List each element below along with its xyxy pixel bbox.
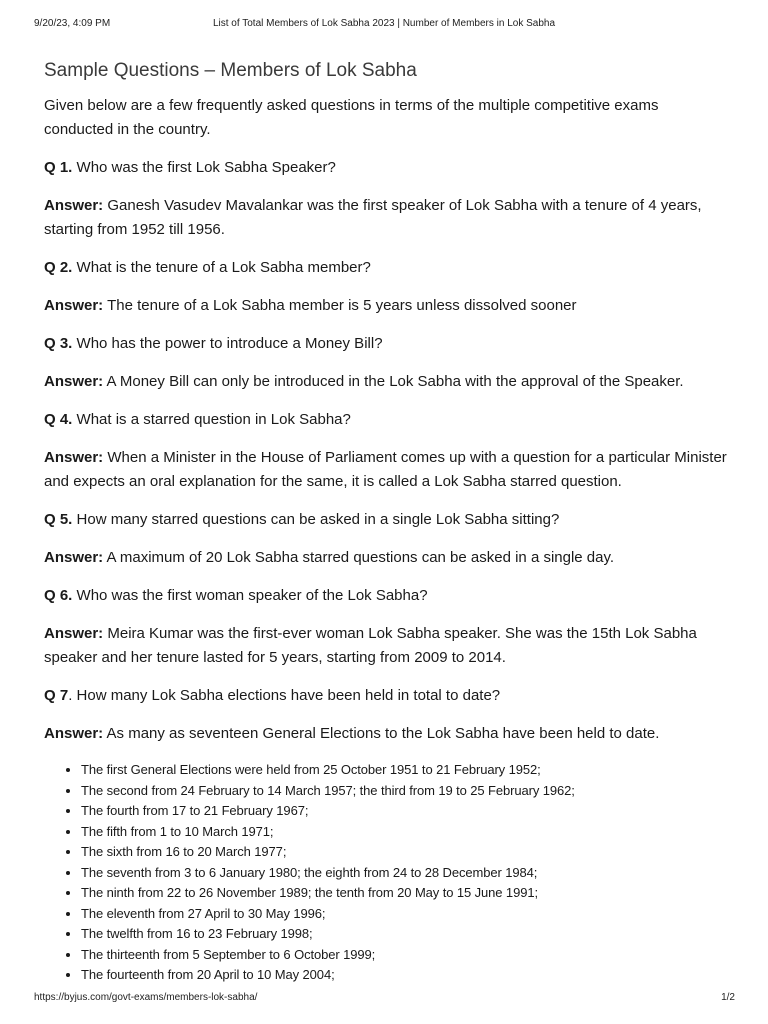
answer-text: When a Minister in the House of Parliament comes up with a question for a particular Minister and expects an oral explanation for the same, it is called a Lok Sabha starred question. bbox=[44, 449, 727, 490]
answer-label: Answer: bbox=[44, 549, 104, 566]
elections-list bbox=[44, 760, 728, 986]
list-item: • The fourth from 17 to 21 February 1967; bbox=[81, 801, 728, 822]
answer-2 bbox=[44, 294, 728, 318]
question-6 bbox=[44, 584, 728, 608]
list-item: • The thirteenth from 5 September to 6 October 1999; bbox=[81, 945, 728, 966]
print-datetime: 9/20/23, 4:09 PM bbox=[34, 18, 111, 29]
answer-text: A maximum of 20 Lok Sabha starred questions can be asked in a single day. bbox=[106, 549, 615, 566]
question-1 bbox=[44, 156, 728, 180]
answer-1 bbox=[44, 194, 728, 242]
answer-text: The tenure of a Lok Sabha member is 5 years unless dissolved sooner bbox=[107, 297, 577, 314]
question-7 bbox=[44, 684, 728, 708]
question-label: Q 7 bbox=[44, 687, 69, 704]
list-item: • The fifth from 1 to 10 March 1971; bbox=[81, 822, 728, 843]
answer-text: Meira Kumar was the first-ever woman Lok Sabha speaker. She was the 15th Lok Sabha speaker and her tenure lasted for 5 years, starting from 2009 to 2014. bbox=[44, 625, 697, 666]
answer-3 bbox=[44, 370, 728, 394]
question-2 bbox=[44, 256, 728, 280]
answer-label: Answer: bbox=[44, 625, 104, 642]
list-item: • The sixth from 16 to 20 March 1977; bbox=[81, 842, 728, 863]
question-3 bbox=[44, 332, 728, 356]
answer-label: Answer: bbox=[44, 197, 104, 214]
list-item: • The ninth from 22 to 26 November 1989; the tenth from 20 May to 15 June 1991; bbox=[81, 883, 728, 904]
question-label: Q 5. bbox=[44, 511, 73, 528]
question-label: Q 1. bbox=[44, 159, 73, 176]
question-text: How many starred questions can be asked in a single Lok Sabha sitting? bbox=[76, 511, 560, 528]
answer-label: Answer: bbox=[44, 373, 104, 390]
question-text: Who was the first Lok Sabha Speaker? bbox=[76, 159, 336, 176]
question-5 bbox=[44, 508, 728, 532]
print-footer bbox=[0, 992, 768, 1006]
answer-text: As many as seventeen General Elections to the Lok Sabha have been held to date. bbox=[106, 725, 660, 742]
answer-text: Ganesh Vasudev Mavalankar was the first speaker of Lok Sabha with a tenure of 4 years, starting from 1952 till 1956. bbox=[44, 197, 702, 238]
question-text: . How many Lok Sabha elections have been held in total to date? bbox=[68, 687, 501, 704]
answer-label: Answer: bbox=[44, 725, 104, 742]
answer-text: A Money Bill can only be introduced in the Lok Sabha with the approval of the Speaker. bbox=[106, 373, 684, 390]
question-text: Who has the power to introduce a Money Bill? bbox=[76, 335, 383, 352]
question-label: Q 2. bbox=[44, 259, 73, 276]
answer-label: Answer: bbox=[44, 297, 104, 314]
article-content bbox=[44, 58, 728, 986]
question-text: What is a starred question in Lok Sabha? bbox=[76, 411, 351, 428]
answer-7 bbox=[44, 722, 728, 746]
question-text: Who was the first woman speaker of the Lok Sabha? bbox=[76, 587, 428, 604]
print-header bbox=[0, 18, 768, 32]
answer-6 bbox=[44, 622, 728, 670]
page-number: 1/2 bbox=[721, 992, 735, 1003]
intro-paragraph: Given below are a few frequently asked questions in terms of the multiple competitive exams conducted in the country. bbox=[44, 97, 659, 138]
print-page-title: List of Total Members of Lok Sabha 2023 | Number of Members in Lok Sabha bbox=[212, 18, 556, 29]
print-url[interactable]: https://byjus.com/govt-exams/members-lok-sabha/ bbox=[34, 992, 258, 1003]
answer-5 bbox=[44, 546, 728, 570]
list-item: • The first General Elections were held from 25 October 1951 to 21 February 1952; bbox=[81, 760, 728, 781]
answer-label: Answer: bbox=[44, 449, 104, 466]
list-item: • The twelfth from 16 to 23 February 1998; bbox=[81, 924, 728, 945]
list-item: • The eleventh from 27 April to 30 May 1996; bbox=[81, 904, 728, 925]
question-label: Q 6. bbox=[44, 587, 73, 604]
question-label: Q 4. bbox=[44, 411, 73, 428]
section-title: Sample Questions – Members of Lok Sabha bbox=[44, 60, 417, 81]
list-item: • The fourteenth from 20 April to 10 May 2004; bbox=[81, 965, 728, 986]
list-item: • The seventh from 3 to 6 January 1980; the eighth from 24 to 28 December 1984; bbox=[81, 863, 728, 884]
question-4 bbox=[44, 408, 728, 432]
answer-4 bbox=[44, 446, 728, 494]
question-text: What is the tenure of a Lok Sabha member? bbox=[76, 259, 371, 276]
list-item: • The second from 24 February to 14 March 1957; the third from 19 to 25 February 1962; bbox=[81, 781, 728, 802]
question-label: Q 3. bbox=[44, 335, 73, 352]
